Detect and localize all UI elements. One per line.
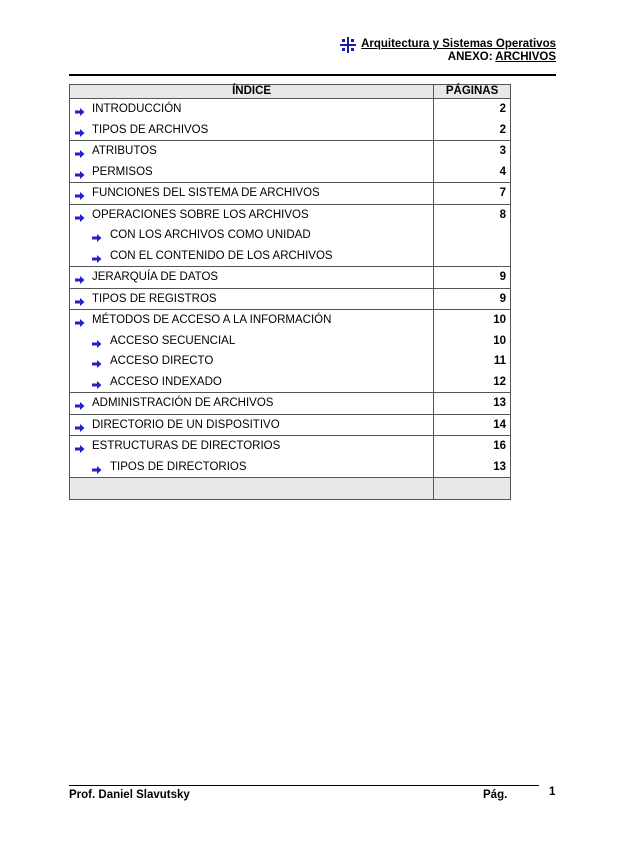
arrow-right-icon (75, 188, 85, 198)
toc-entry[interactable] (70, 225, 433, 246)
toc-page-number (434, 246, 510, 267)
toc-entry-cell (70, 414, 434, 436)
header-sub-value: ARCHIVOS (495, 51, 556, 63)
toc-entry-cell (70, 267, 434, 289)
arrow-right-icon (92, 462, 102, 472)
toc-entry-label: MÉTODOS DE ACCESO A LA INFORMACIÓN (92, 314, 332, 327)
toc-entry-label: TIPOS DE ARCHIVOS (92, 123, 209, 136)
toc-page-number: 14 (493, 418, 506, 431)
arrow-right-icon (75, 294, 85, 304)
toc-page-number: 10 (493, 334, 506, 347)
footer-page-label: Pág. (483, 789, 508, 801)
toc-entry-label: TIPOS DE REGISTROS (92, 292, 217, 305)
toc-page-number: 7 (499, 187, 506, 200)
toc-entry[interactable] (70, 457, 433, 478)
arrow-right-icon (75, 441, 85, 451)
table-of-contents (69, 84, 511, 500)
toc-page-cell (434, 436, 511, 478)
arrow-right-icon (92, 356, 102, 366)
arrow-right-icon (75, 398, 85, 408)
toc-entry-cell (70, 183, 434, 205)
toc-page-cell (434, 267, 511, 289)
document-header (361, 38, 556, 64)
toc-entry[interactable] (70, 162, 433, 183)
toc-page-cell (434, 414, 511, 436)
toc-page-number: 9 (499, 271, 506, 284)
arrow-right-icon (92, 336, 102, 346)
toc-entry-cell (70, 288, 434, 310)
toc-row (70, 310, 511, 393)
toc-page-number: 13 (493, 460, 506, 473)
toc-page-cell (434, 310, 511, 393)
toc-entry-label: ATRIBUTOS (92, 145, 157, 158)
toc-entry-label: ESTRUCTURAS DE DIRECTORIOS (92, 440, 281, 453)
toc-page-cell (434, 183, 511, 205)
toc-entry-label: DIRECTORIO DE UN DISPOSITIVO (92, 418, 280, 431)
arrow-right-icon (75, 146, 85, 156)
toc-footer-cell (434, 478, 511, 500)
toc-entry[interactable] (70, 246, 433, 267)
toc-entry[interactable] (70, 415, 433, 436)
toc-entry[interactable] (70, 99, 433, 120)
toc-entry-label: TIPOS DE DIRECTORIOS (110, 460, 247, 473)
toc-page-cell (434, 99, 511, 141)
toc-entry[interactable] (70, 267, 433, 288)
toc-row (70, 99, 511, 141)
toc-entry-label: OPERACIONES SOBRE LOS ARCHIVOS (92, 208, 309, 221)
arrow-right-icon (75, 210, 85, 220)
toc-page-number: 9 (499, 292, 506, 305)
toc-page-number: 16 (493, 440, 506, 453)
toc-entry-label: FUNCIONES DEL SISTEMA DE ARCHIVOS (92, 187, 320, 200)
footer-author: Prof. Daniel Slavutsky (69, 789, 190, 801)
toc-page-cell (434, 204, 511, 267)
footer-divider (69, 785, 539, 786)
arrow-right-icon (92, 230, 102, 240)
toc-col-pages: PÁGINAS (434, 85, 511, 99)
toc-row (70, 267, 511, 289)
header-subtitle (361, 51, 556, 64)
arrow-right-icon (75, 272, 85, 282)
header-title: Arquitectura y Sistemas Operativos (361, 38, 556, 50)
toc-entry-label: ADMINISTRACIÓN DE ARCHIVOS (92, 397, 274, 410)
toc-page-number: 12 (493, 375, 506, 388)
toc-entry-label: CON LOS ARCHIVOS COMO UNIDAD (110, 229, 311, 242)
toc-footer-cell (70, 478, 434, 500)
toc-entry-label: ACCESO SECUENCIAL (110, 334, 236, 347)
toc-entry-cell (70, 99, 434, 141)
page-number: 1 (549, 786, 556, 798)
toc-entry[interactable] (70, 372, 433, 393)
toc-page-number (434, 225, 510, 246)
toc-entry-label: ACCESO INDEXADO (110, 375, 222, 388)
toc-entry[interactable] (70, 289, 433, 310)
header-divider (69, 74, 556, 76)
arrow-right-icon (75, 420, 85, 430)
toc-entry-label: PERMISOS (92, 165, 153, 178)
toc-row (70, 393, 511, 415)
toc-entry[interactable] (70, 393, 433, 414)
toc-row (70, 141, 511, 183)
toc-entry[interactable] (70, 351, 433, 372)
toc-entry[interactable] (70, 120, 433, 141)
toc-page-number: 10 (493, 314, 506, 327)
toc-footer-row (70, 478, 511, 500)
toc-col-title: ÍNDICE (70, 85, 434, 99)
toc-entry[interactable] (70, 205, 433, 226)
toc-entry-cell (70, 204, 434, 267)
arrow-right-icon (75, 104, 85, 114)
toc-page-cell (434, 141, 511, 183)
toc-page-number: 3 (499, 145, 506, 158)
toc-entry-label: JERARQUÍA DE DATOS (92, 271, 219, 284)
toc-body (70, 99, 511, 500)
arrow-right-icon (75, 315, 85, 325)
toc-entry-label: CON EL CONTENIDO DE LOS ARCHIVOS (110, 249, 333, 262)
toc-row (70, 204, 511, 267)
toc-entry-label: ACCESO DIRECTO (110, 355, 214, 368)
toc-page-cell (434, 393, 511, 415)
toc-entry[interactable] (70, 141, 433, 162)
toc-entry-cell (70, 393, 434, 415)
toc-entry[interactable] (70, 183, 433, 204)
toc-entry-label: INTRODUCCIÓN (92, 103, 182, 116)
toc-page-number: 4 (499, 165, 506, 178)
arrow-right-icon (92, 251, 102, 261)
toc-page-cell (434, 288, 511, 310)
toc-page-number: 11 (493, 355, 506, 368)
toc-entry-cell (70, 141, 434, 183)
toc-page-number: 13 (493, 397, 506, 410)
arrow-right-icon (75, 167, 85, 177)
arrow-right-icon (75, 125, 85, 135)
toc-row (70, 414, 511, 436)
arrow-right-icon (92, 377, 102, 387)
toc-entry[interactable] (70, 310, 433, 331)
toc-page-number: 8 (499, 208, 506, 221)
header-sub-prefix: ANEXO: (447, 51, 496, 63)
toc-entry[interactable] (70, 436, 433, 457)
toc-row (70, 288, 511, 310)
toc-entry-cell (70, 436, 434, 478)
toc-page-number: 2 (499, 123, 506, 136)
toc-entry[interactable] (70, 331, 433, 352)
utn-logo-icon (340, 37, 356, 53)
toc-row (70, 183, 511, 205)
toc-entry-cell (70, 310, 434, 393)
toc-header-row (70, 85, 511, 99)
toc-page-number: 2 (499, 103, 506, 116)
toc-row (70, 436, 511, 478)
